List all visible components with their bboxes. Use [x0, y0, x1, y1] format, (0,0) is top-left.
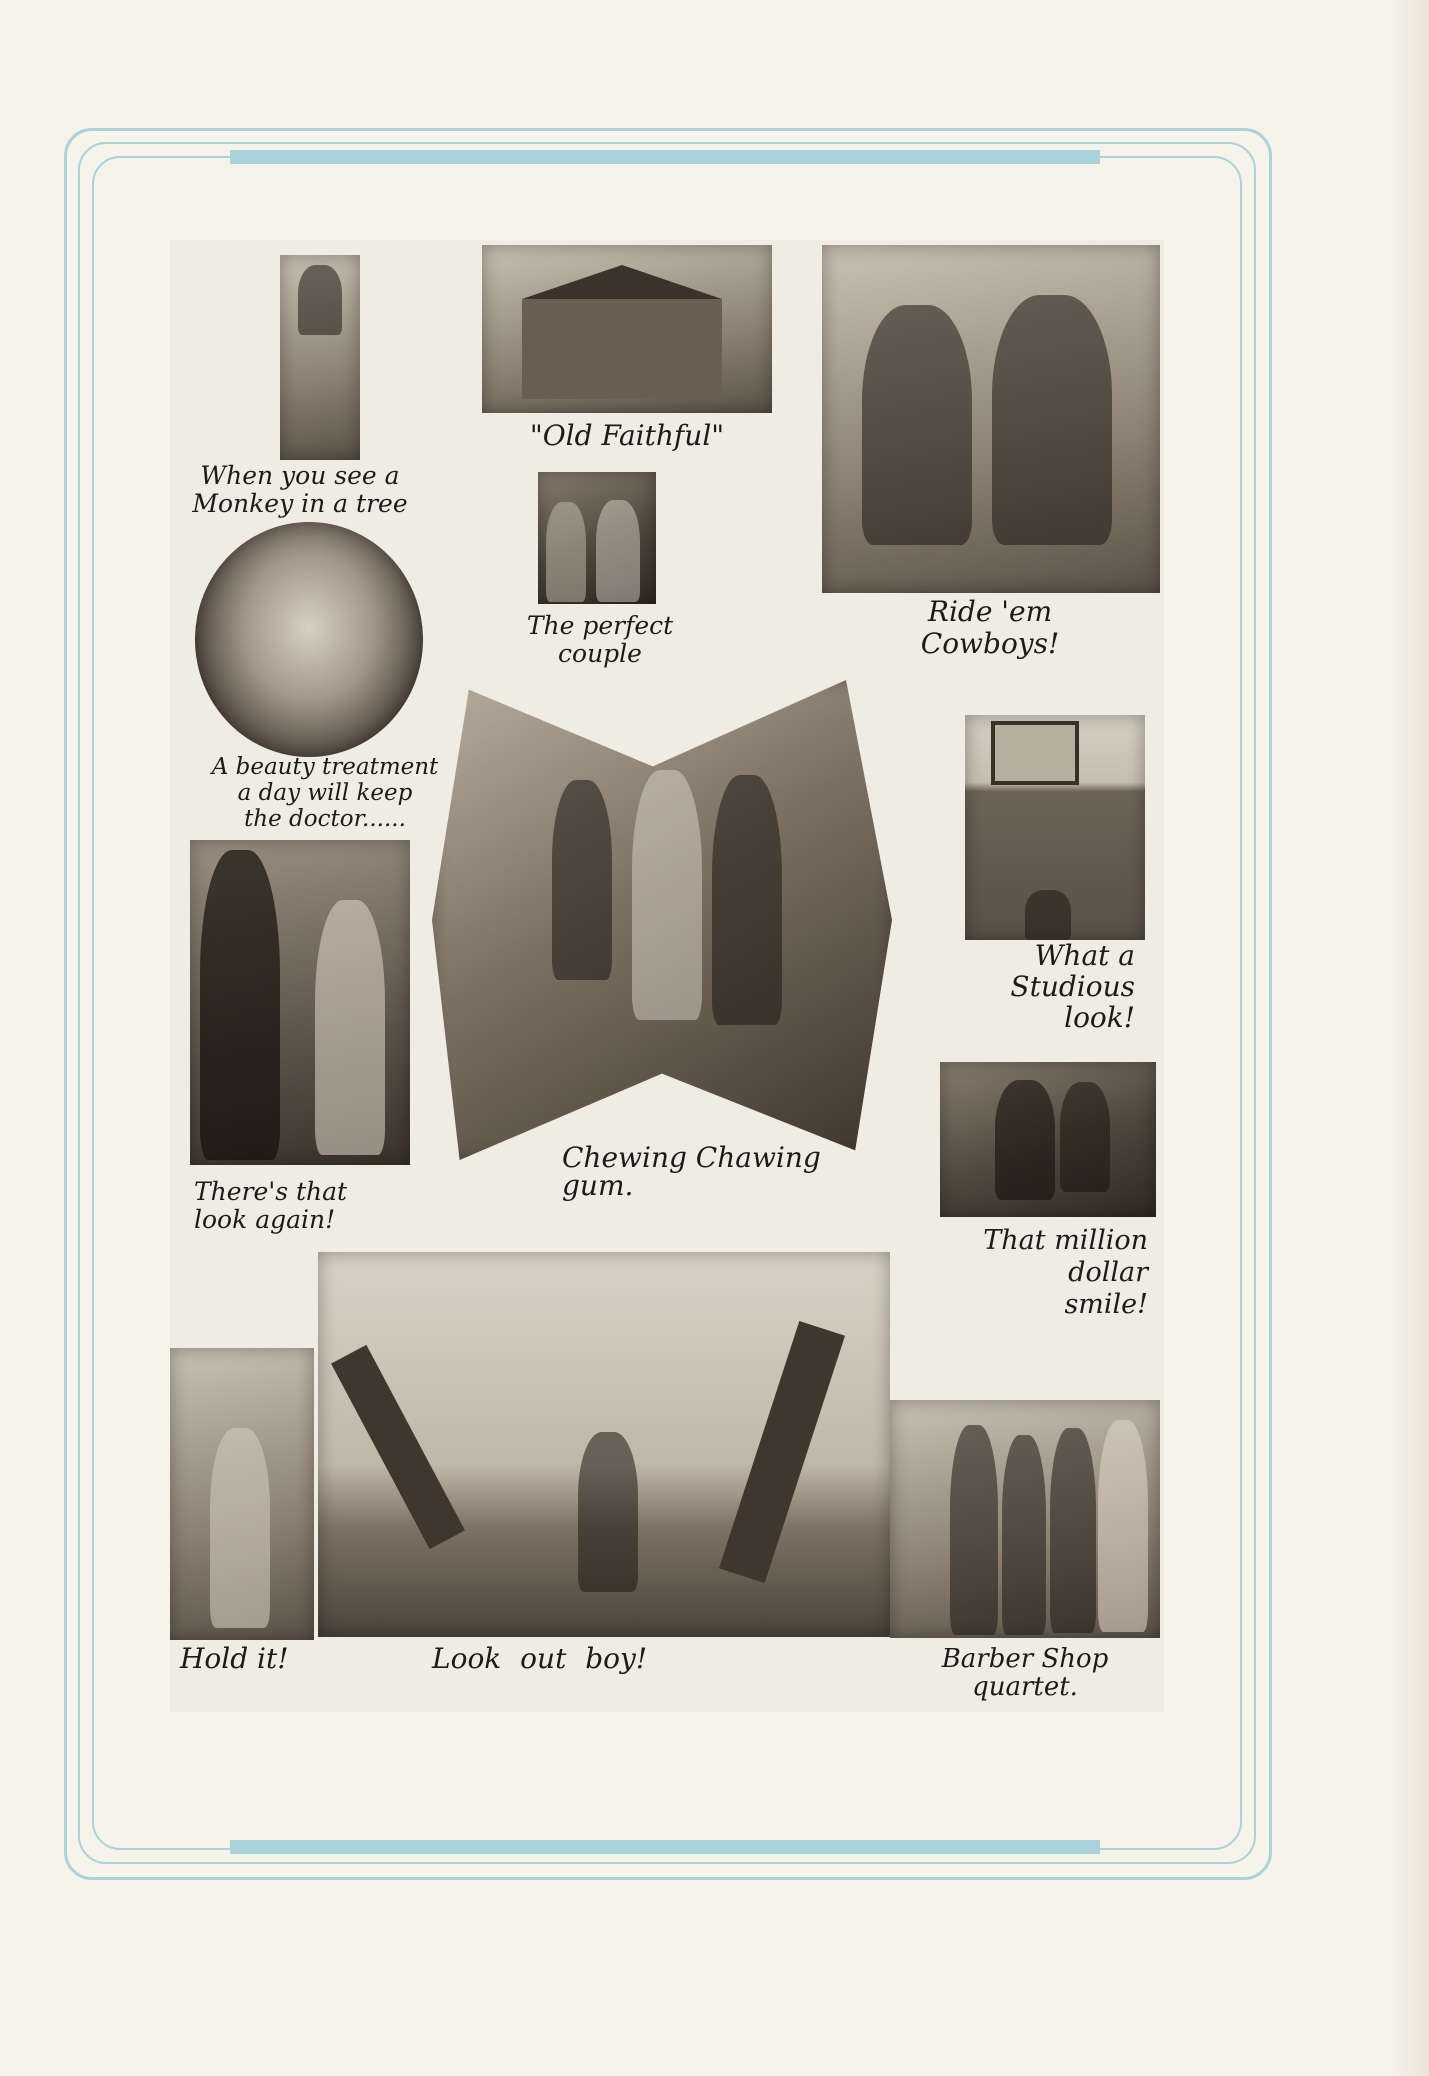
photo-monkey-in-tree [280, 255, 360, 460]
figure-silhouette [200, 850, 280, 1160]
page-edge [1389, 0, 1429, 2076]
caption-perfect-couple: The perfect couple [526, 611, 674, 668]
figure-silhouette [315, 900, 385, 1155]
figure-silhouette [578, 1432, 638, 1592]
caption-monkey: When you see a Monkey in a tree [192, 461, 408, 518]
caption-look-out: Look out boy! [432, 1642, 648, 1675]
photo-collage [170, 240, 1164, 1712]
figure-silhouette [596, 500, 640, 602]
photo-cowboys [822, 245, 1160, 593]
frame-bar-top [230, 150, 1100, 164]
caption-old-faithful: "Old Faithful" [529, 419, 725, 452]
photo-look-out-boy [318, 1252, 890, 1637]
building-body [522, 299, 722, 399]
wall-picture [991, 721, 1079, 785]
figure-silhouette [995, 1080, 1055, 1200]
photo-million-smile [940, 1062, 1156, 1217]
photo-perfect-couple [538, 472, 656, 604]
figure-silhouette [210, 1428, 270, 1628]
caption-hold-it: Hold it! [180, 1642, 289, 1675]
figure-silhouette [632, 770, 702, 1020]
tree-trunk [331, 1345, 465, 1549]
figure-silhouette [546, 502, 586, 602]
figure-silhouette [1098, 1420, 1148, 1632]
building-roof [522, 265, 722, 299]
figure-silhouette [1060, 1082, 1110, 1192]
photo-old-faithful [482, 245, 772, 413]
figure-silhouette [950, 1425, 998, 1635]
caption-chewing: Chewing Chawing gum. [562, 1141, 821, 1202]
figure-silhouette [712, 775, 782, 1025]
caption-cowboys: Ride 'em Cowboys! [920, 595, 1060, 660]
photo-look-again [190, 840, 410, 1165]
photo-studious [965, 715, 1145, 940]
tree-trunk [719, 1321, 845, 1583]
photo-beauty-treatment [195, 522, 423, 757]
figure-silhouette [1050, 1428, 1096, 1633]
frame-bar-bottom [230, 1840, 1100, 1854]
caption-beauty: A beauty treatment a day will keep the doctor...... [211, 754, 439, 832]
caption-barber: Barber Shop quartet. [941, 1644, 1109, 1702]
figure-silhouette [552, 780, 612, 980]
photo-hold-it [170, 1348, 314, 1640]
figure-silhouette [1025, 890, 1071, 940]
caption-studious: What a Studious look! [1010, 939, 1135, 1034]
figure-silhouette [1002, 1435, 1046, 1635]
photo-chewing-gum [432, 680, 892, 1160]
figure-silhouette [298, 265, 342, 335]
horse-rider-silhouette [992, 295, 1112, 545]
caption-look-again: There's that look again! [194, 1177, 348, 1234]
horse-rider-silhouette [862, 305, 972, 545]
photo-barber-quartet [890, 1400, 1160, 1638]
caption-million-smile: That million dollar smile! [983, 1225, 1148, 1320]
